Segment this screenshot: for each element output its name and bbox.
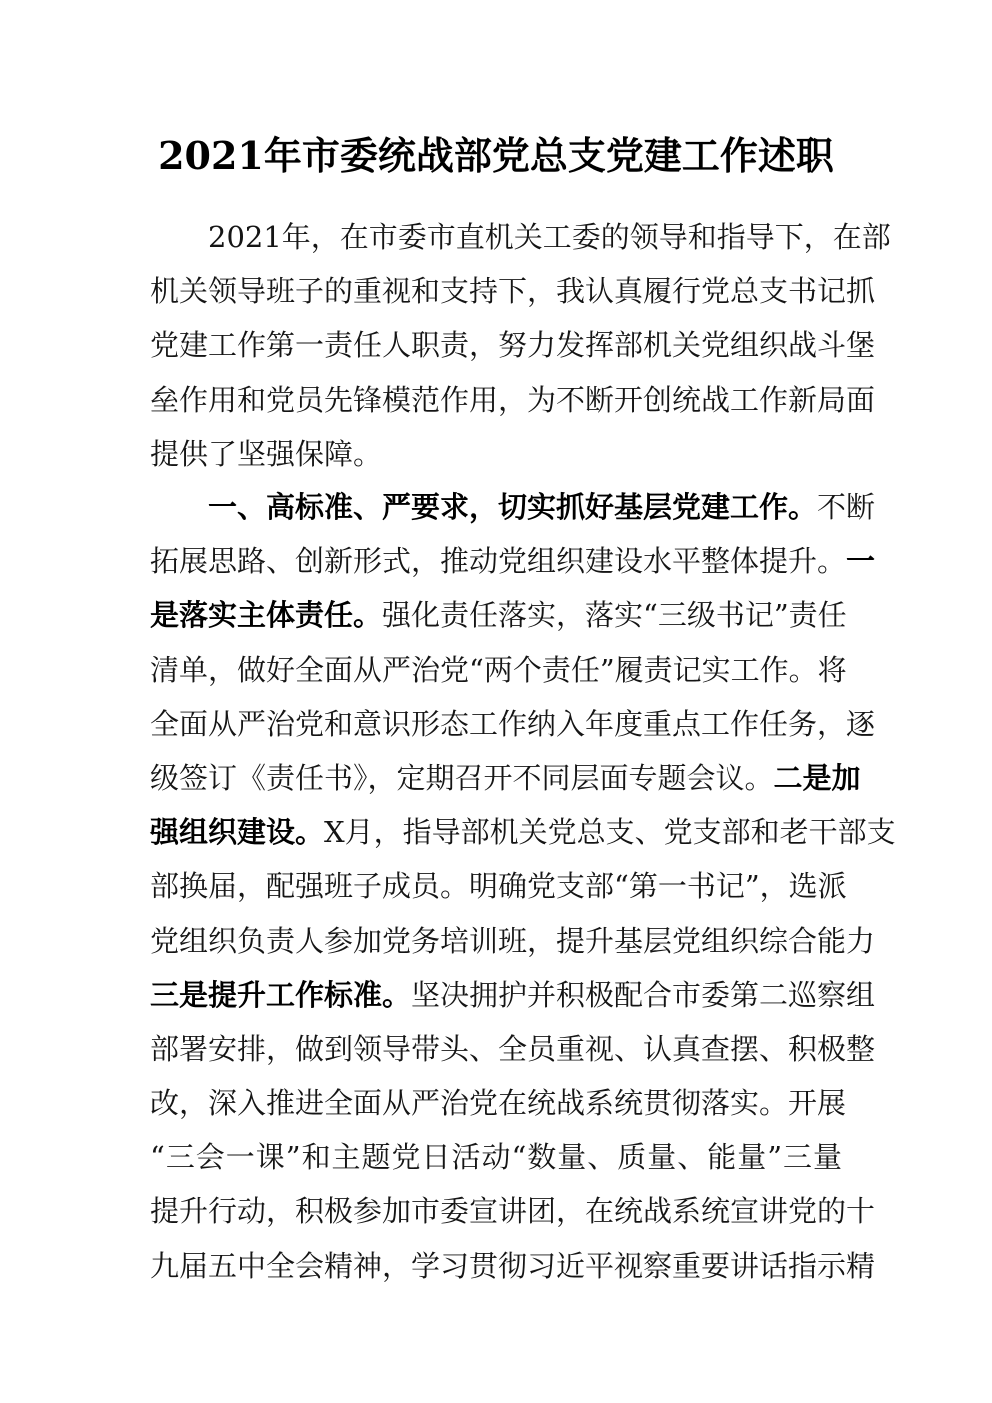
paragraph-line: 党组织负责人参加党务培训班，提升基层党组织综合能力 (150, 923, 876, 958)
text-run: X月，指导部机关党总支、党支部和老干部支 (324, 815, 896, 850)
section-heading: 一、高标准、严要求，切实抓好基层党建工作。 (150, 490, 818, 524)
paragraph-line: 部换届，配强班子成员。明确党支部“第一书记”，选派 (150, 869, 847, 904)
paragraph-line: 提升行动，积极参加市委宣讲团，在统战系统宣讲党的十 (150, 1194, 876, 1229)
paragraph-line: 清单，做好全面从严治党“两个责任”履责记实工作。将 (150, 652, 847, 687)
paragraph-line: 2021年，在市委市直机关工委的领导和指导下，在部 (150, 220, 891, 254)
text-run: 坚决拥护并积极配合市委第二巡察组 (411, 977, 876, 1012)
text-run: 级签订《责任书》，定期召开不同层面专题会议。 (150, 760, 774, 795)
paragraph-line: 改，深入推进全面从严治党在统战系统贯彻落实。开展 (150, 1086, 847, 1121)
paragraph-intro (150, 210, 891, 481)
paragraph-line: 全面从严治党和意识形态工作纳入年度重点工作任务，逐 (150, 706, 876, 741)
paragraph-line: 提供了坚强保障。 (150, 436, 383, 471)
text-run: 强化责任落实，落实“三级书记”责任 (382, 598, 847, 633)
paragraph-line: 九届五中全会精神，学习贯彻习近平视察重要讲话指示精 (150, 1248, 876, 1283)
bold-run: 三是提升工作标准。 (150, 977, 412, 1012)
paragraph-line (150, 968, 876, 1022)
paragraph-section-one (150, 480, 896, 1293)
paragraph-line: 部署安排，做到领导带头、全员重视、认真查摆、积极整 (150, 1031, 876, 1066)
paragraph-line (150, 480, 876, 534)
text-run: 不断 (817, 490, 876, 524)
paragraph-line (150, 805, 896, 859)
bold-run: 强组织建设。 (150, 815, 325, 850)
paragraph-line: “三会一课”和主题党日活动“数量、质量、能量”三量 (150, 1140, 842, 1175)
bold-run: 是落实主体责任。 (150, 598, 383, 633)
paragraph-line (150, 588, 847, 642)
paragraph-line: 垒作用和党员先锋模范作用，为不断开创统战工作新局面 (150, 382, 876, 417)
paragraph-line: 党建工作第一责任人职责，努力发挥部机关党组织战斗堡 (150, 328, 876, 363)
paragraph-line (150, 534, 876, 588)
bold-run: 二是加 (773, 760, 861, 795)
document-title: 2021年市委统战部党总支党建工作述职 (158, 133, 834, 178)
paragraph-line (150, 751, 861, 805)
bold-run: 一 (846, 544, 876, 579)
paragraph-line: 机关领导班子的重视和支持下，我认真履行党总支书记抓 (150, 274, 876, 309)
text-run: 拓展思路、创新形式，推动党组织建设水平整体提升。 (150, 544, 847, 579)
